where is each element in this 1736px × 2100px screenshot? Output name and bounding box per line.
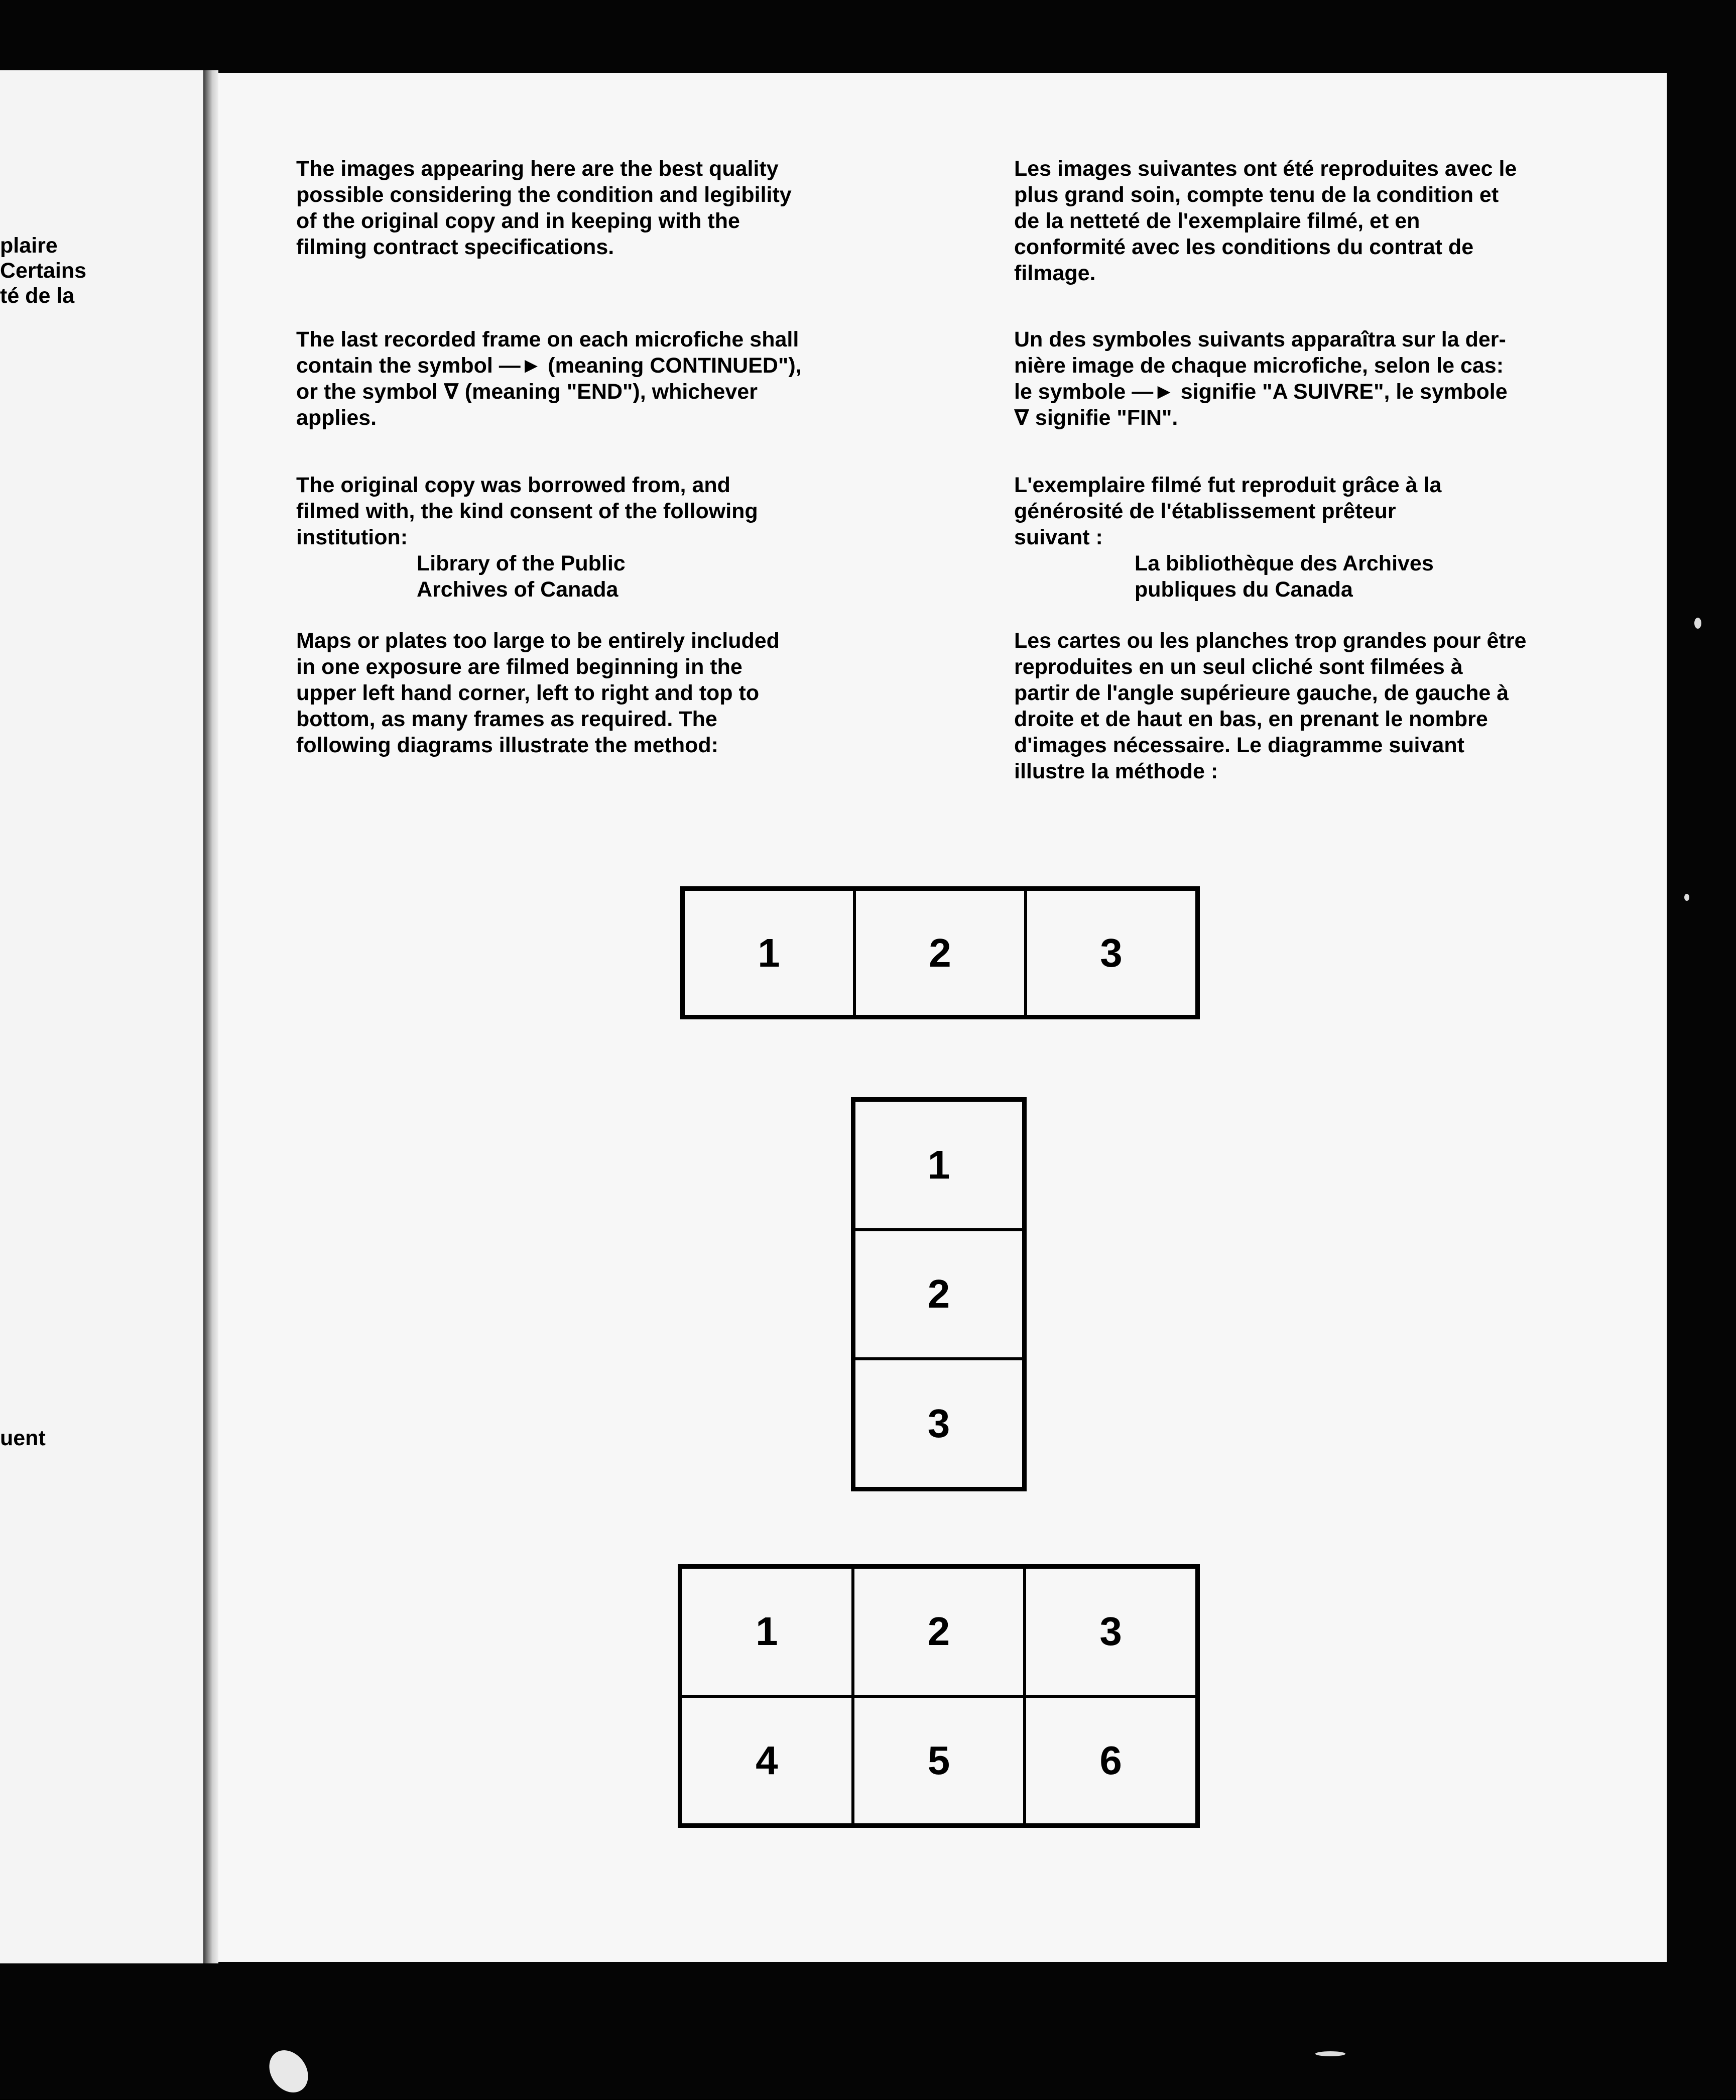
english-symbol-paragraph: The last recorded frame on each microfiche shall contain the symbol —► (meaning CONTINUED"), or the symbol ∇ (meaning "END"), whichever applies.	[296, 327, 802, 430]
french-quality-paragraph: Les images suivantes ont été reproduites avec le plus grand soin, compte tenu de la condition et de la netteté de l'exemplaire filmé, et en conformité avec les conditions du contrat de filmage.	[1014, 157, 1517, 285]
french-maps-block	[1014, 628, 1591, 784]
diagram-column-cell: 3	[854, 1359, 1024, 1488]
scan-speck	[1684, 894, 1689, 901]
french-maps-paragraph: Les cartes ou les planches trop grandes pour être reproduites en un seul cliché sont filmées à partir de l'angle supérieure gauche, de gauche à droite et de haut en bas, en prenant le nombre d'images nécessaire. Le diagramme suivant illustre la méthode :	[1014, 629, 1527, 783]
diagram-grid-cell: 4	[681, 1696, 853, 1825]
diagram-row-cell: 3	[1026, 889, 1197, 1016]
left-fragment-2: Certains	[0, 259, 87, 283]
diagram-column-cell: 2	[854, 1230, 1024, 1359]
english-quality-paragraph: The images appearing here are the best quality possible considering the condition and legibility of the original copy and in keeping with the filming contract specifications.	[296, 157, 792, 259]
english-symbol-block	[296, 326, 874, 431]
english-maps-block	[296, 628, 874, 758]
french-symbol-block	[1014, 326, 1591, 431]
french-institution: La bibliothèque des Archives publiques du Canada	[1135, 551, 1434, 602]
english-institution: Library of the Public Archives of Canada	[417, 551, 626, 602]
scan-speck	[1694, 618, 1701, 629]
english-column	[296, 156, 874, 260]
diagram-grid	[678, 1564, 1200, 1828]
diagram-grid-cell: 3	[1025, 1567, 1197, 1696]
diagram-row-cell: 2	[854, 889, 1026, 1016]
diagram-row-cell: 1	[683, 889, 854, 1016]
scan-speck	[1315, 2051, 1345, 2056]
english-maps-paragraph: Maps or plates too large to be entirely included in one exposure are filmed beginning in the upper left hand corner, left to right and top to bottom, as many frames as required. The following diagrams illustrate the method:	[296, 629, 780, 757]
left-page-fragment	[0, 70, 211, 1963]
diagram-grid-cell: 6	[1025, 1696, 1197, 1825]
diagram-grid-cell: 5	[853, 1696, 1025, 1825]
diagram-row	[680, 886, 1200, 1019]
english-source-block	[296, 472, 874, 603]
left-fragment-3: té de la	[0, 284, 75, 308]
diagram-column-cell: 1	[854, 1100, 1024, 1230]
page-gutter-edge	[203, 70, 218, 1963]
diagram-grid-cell: 1	[681, 1567, 853, 1696]
diagram-column	[851, 1097, 1027, 1491]
french-column	[1014, 156, 1591, 286]
french-source-block	[1014, 472, 1591, 603]
main-page	[211, 73, 1667, 1962]
left-fragment-1: plaire	[0, 234, 58, 258]
french-symbol-paragraph: Un des symboles suivants apparaîtra sur la der- nière image de chaque microfiche, selon le cas: le symbole —► signifie "A SUIVRE", le symbole ∇ signifie "FIN".	[1014, 327, 1508, 430]
diagram-grid-cell: 2	[853, 1567, 1025, 1696]
french-source-intro: L'exemplaire filmé fut reproduit grâce à la générosité de l'établissement prêteur suivant :	[1014, 473, 1442, 549]
left-fragment-4: uent	[0, 1426, 46, 1450]
english-source-intro: The original copy was borrowed from, and filmed with, the kind consent of the following institution:	[296, 473, 758, 549]
